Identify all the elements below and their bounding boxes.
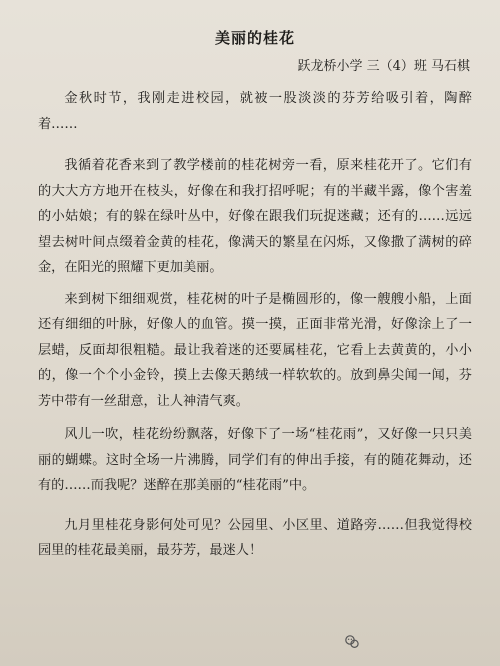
essay-title: 美丽的桂花	[214, 29, 295, 47]
author-byline: 跃龙桥小学 三（4）班 马石棋	[297, 59, 470, 74]
paragraph-1: 金秋时节，我刚走进校园，就被一股淡淡的芬芳给吸引着，陶醉着……	[38, 91, 472, 132]
paragraph-5: 九月里桂花身影何处可见？公园里、小区里、道路旁……但我觉得校园里的桂花最美丽，最芬芳，最迷人！	[38, 517, 472, 558]
wechat-logo-icon	[345, 635, 359, 649]
paragraph-4: 风儿一吹，桂花纷纷飘落，好像下了一场“桂花雨”，又好像一只只美丽的蝴蝶。这时全场一片沸腾，同学们有的伸出手接，有的随花舞动，还有的……而我呢？迷醉在那美丽的“桂花雨”中。	[38, 427, 472, 493]
paragraph-3: 来到树下细细观赏，桂花树的叶子是椭圆形的，像一艘艘小船，上面还有细细的叶脉，好像人的血管。摸一摸，正面非常光滑，好像涂上了一层蜡，反面却很粗糙。最让我着迷的还要属桂花，它看上去黄黄的，小小的，像一个个小金铃，摸上去像天鹅绒一样软软的。放到鼻尖闻一闻，芬芳中带有一丝甜意，让人神清气爽。	[38, 291, 472, 409]
paragraph-2: 我循着花香来到了教学楼前的桂花树旁一看，原来桂花开了。它们有的大大方方地开在枝头，好像在和我打招呼呢；有的半藏半露，像个害羞的小姑娘；有的躲在绿叶丛中，好像在跟我们玩捉迷藏；还有的……远远望去树叶间点缀着金黄的桂花，像满天的繁星在闪烁，又像撒了满树的碎金，在阳光的照耀下更加美丽。	[38, 158, 472, 275]
